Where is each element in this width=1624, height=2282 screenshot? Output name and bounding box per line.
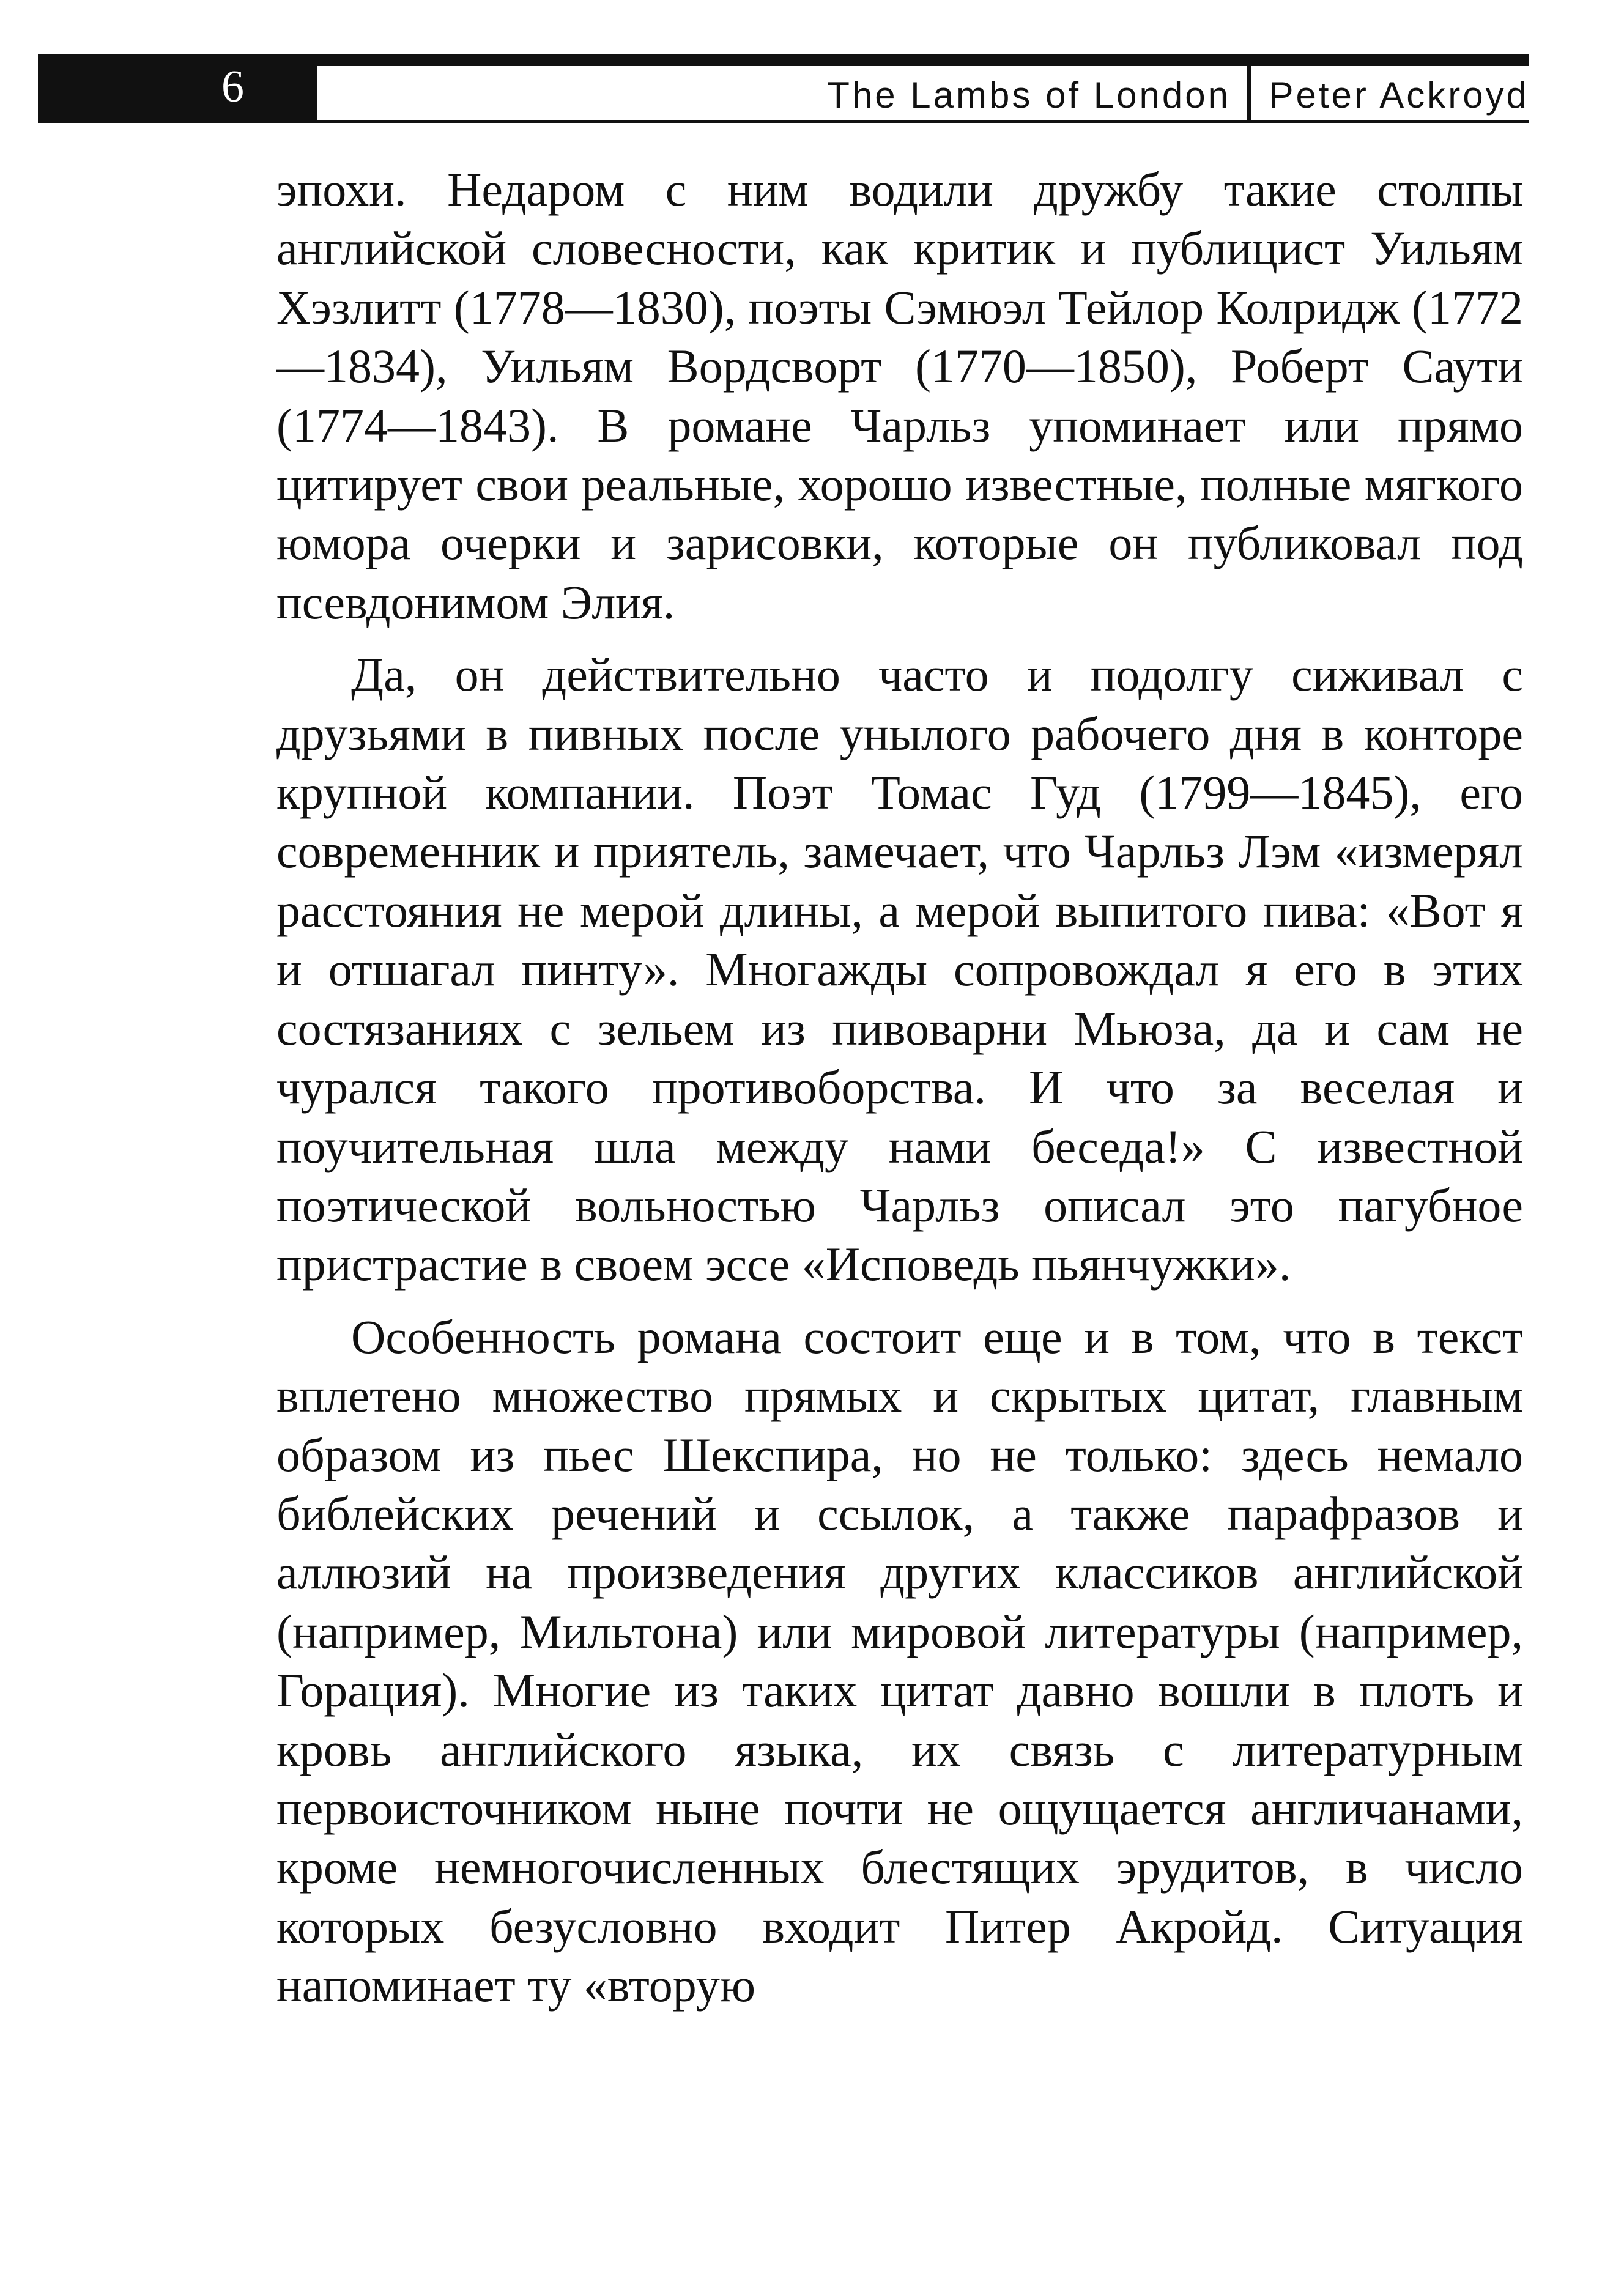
header-divider xyxy=(1247,66,1251,123)
header-rule-bottom xyxy=(278,120,1529,123)
page-number: 6 xyxy=(221,62,244,112)
running-header xyxy=(38,54,1529,123)
paragraph-1: эпохи. Недаром с ним водили дружбу такие столпы английской словесности, как критик и публицист Уильям Хэзлитт (1778—1830), поэты Сэмюэл Тейлор Колридж (1772—1834), Уильям Вордсворт (1770—1850), Роберт Саути (1774—1843). В романе Чарльз упоминает или прямо цитирует свои реальные, хорошо известные, полные мягкого юмора очерки и зарисовки, которые он публиковал под псевдонимом Элия. xyxy=(276,163,1523,629)
page-number-block xyxy=(38,54,278,123)
body-text xyxy=(276,160,1523,2029)
header-author: Peter Ackroyd xyxy=(1269,75,1529,116)
header-book-title: The Lambs of London xyxy=(827,75,1231,116)
paragraph-2: Да, он действительно часто и подолгу сиживал с друзьями в пивных после унылого рабочего дня в конторе крупной компании. Поэт Томас Гуд (1799—1845), его современник и приятель, замечает, что Чарльз Лэм «измерял расстояния не мерой длины, а мерой выпитого пива: «Вот я и отшагал пинту». Многажды сопровождал я его в этих состязаниях с зельем из пивоварни Мьюза, да и сам не чурался такого противоборства. И что за веселая и поучительная шла между нами беседа!» С известной поэтической вольностью Чарльз описал это пагубное пристрастие в своем эссе «Исповедь пьянчужки». xyxy=(276,648,1523,1291)
header-rule-top xyxy=(278,54,1529,66)
paragraph-3: Особенность романа состоит еще и в том, что в текст вплетено множество прямых и скрытых цитат, главным образом из пьес Шекспира, но не только: здесь немало библейских речений и ссылок, а также парафразов и аллюзий на произведения других классиков английской (например, Мильтона) или мировой литературы (например, Горация). Многие из таких цитат давно вошли в плоть и кровь английского языка, их связь с литературным первоисточником ныне почти не ощущается англичанами, кроме немногочисленных блестящих эрудитов, в число которых безусловно входит Питер Акройд. Ситуация напоминает ту «вторую xyxy=(276,1310,1523,2012)
